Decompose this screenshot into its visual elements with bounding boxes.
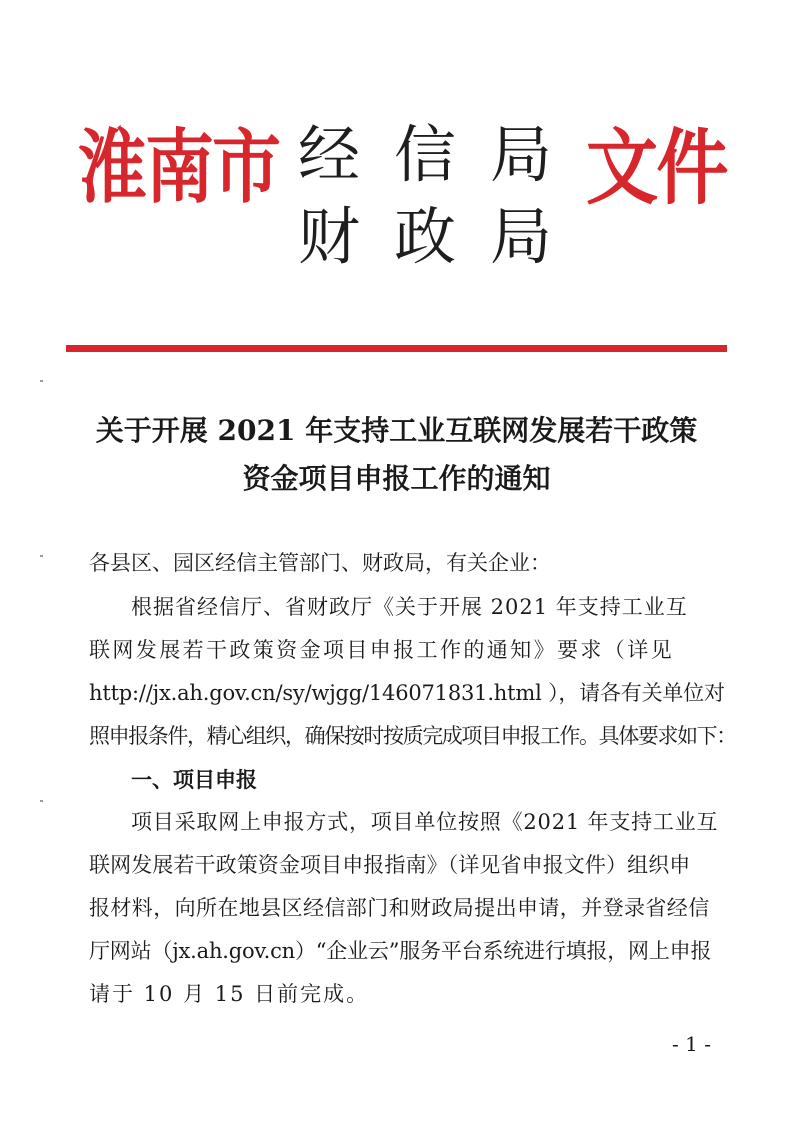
paragraph-1-line: 联网发展若干政策资金项目申报工作的通知》要求（详见 [89,638,674,662]
paragraph-2-line: 请于 10 月 15 日前完成。 [89,982,370,1006]
issuer-dept-economy: 经信局 [298,118,587,191]
issuer-dept-finance: 财政局 [298,200,587,273]
scan-speck [40,380,43,382]
paragraph-2-line: 联网发展若干政策资金项目申报指南》（详见省申报文件）组织申 [89,853,691,877]
paragraph-1-line: http://jx.ah.gov.cn/sy/wjgg/146071831.html ），请各有关单位对 [89,681,725,705]
paragraph-2-line: 报材料，向所在地县区经信部门和财政局提出申请，并登录省经信 [89,896,710,920]
scan-speck [40,800,43,802]
issuer-city: 淮南市 [78,121,280,214]
section-1-heading: 一、项目申报 [131,767,257,792]
document-title-line-2: 资金项目申报工作的通知 [242,462,551,495]
paragraph-2-line: 厅网站（jx.ah.gov.cn）“企业云”服务平台系统进行填报，网上申报 [89,939,712,963]
scan-speck [40,555,43,557]
paragraph-1-line: 照申报条件，精心组织，确保按时按质完成项目申报工作。具体要求如下： [89,724,736,748]
document-word: 文件 [586,121,727,216]
salutation: 各县区、园区经信主管部门、财政局，有关企业： [89,551,551,575]
paragraph-1-line: 根据省经信厅、省财政厅《关于开展 2021 年支持工业互 [131,595,688,619]
page-number: - 1 - [672,1032,711,1056]
red-header-rule [66,345,727,352]
paragraph-2-line: 项目采取网上申报方式，项目单位按照《2021 年支持工业互 [131,810,719,834]
document-title-line-1: 关于开展 2021 年支持工业互联网发展若干政策 [95,414,698,447]
